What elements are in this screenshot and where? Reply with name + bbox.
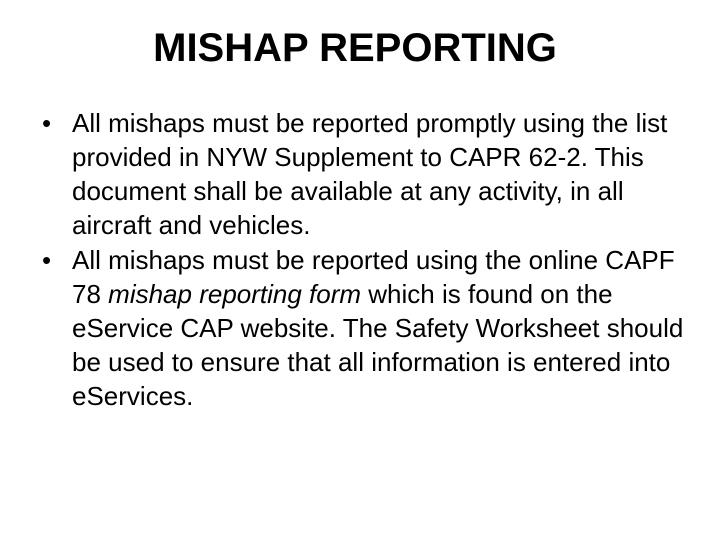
- slide-title: MISHAP REPORTING: [153, 26, 557, 70]
- bullet-text: All mishaps must be reported promptly using the list provided in NYW Supplement to CAPR 62-2. This document shall be available at any activity, in all aircraft and vehicles.: [72, 108, 668, 240]
- bullet-text-before: All mishaps must be reported using the online CAPF 78: [72, 245, 675, 309]
- bullet-text-italic: mishap reporting form: [108, 279, 362, 309]
- bullet-item-2: [42, 243, 692, 413]
- bullet-text-after: which is found on the eService CAP website. The Safety Worksheet should be used to ensure that all information is entered into eServices.: [72, 279, 684, 411]
- bullet-marker: •: [42, 108, 52, 138]
- bullet-list: [42, 106, 692, 413]
- bullet-marker: •: [42, 245, 52, 275]
- bullet-item-1: [42, 106, 692, 242]
